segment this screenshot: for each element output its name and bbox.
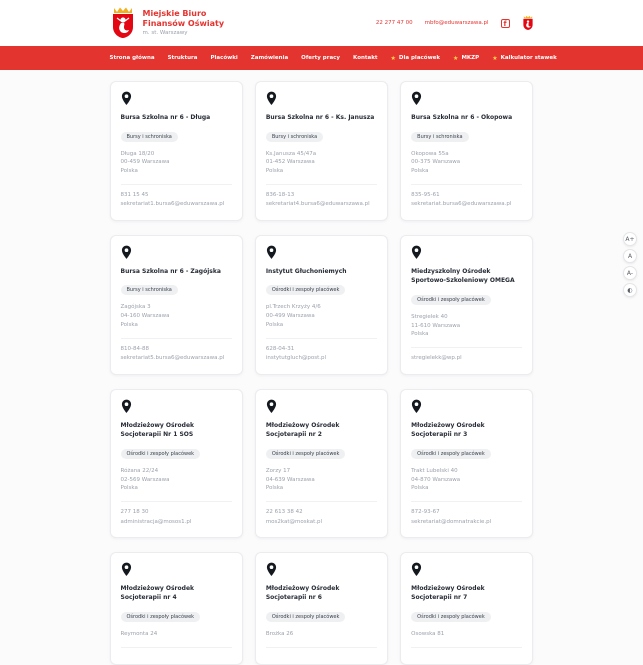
- card-title: Instytut Głuchoniemych: [265, 267, 347, 275]
- card-address: [266, 150, 377, 176]
- address-line: Polska: [265, 485, 284, 492]
- address-line: 00-459 Warszawa: [120, 159, 170, 166]
- org-name-line1: Miejskie Biuro: [142, 8, 207, 18]
- card-phone[interactable]: 22 613 38 42: [265, 509, 303, 516]
- card-title: Młodzieżowy Ośrodek Socjoterapii nr 4: [120, 584, 194, 602]
- address-line: Okopowa 55a: [411, 150, 449, 157]
- header-email-link[interactable]: mbfo@eduwarszawa.pl: [424, 20, 489, 26]
- address-line: Polska: [411, 485, 429, 492]
- card-divider: [411, 347, 522, 348]
- nav-item-label: Struktura: [167, 55, 198, 61]
- card-category-badge: Bursy i schroniska: [121, 132, 178, 142]
- card-divider: [266, 501, 377, 502]
- card-phone[interactable]: 831 15 45: [120, 191, 149, 198]
- top-header: [0, 0, 643, 46]
- card-phone[interactable]: 835-95-61: [411, 191, 440, 198]
- nav-item-mkzp[interactable]: [453, 55, 479, 62]
- placowka-card[interactable]: [400, 81, 533, 221]
- card-category-badge: Bursy i schroniska: [411, 132, 468, 142]
- nav-items: [109, 46, 557, 70]
- address-line: Polska: [411, 168, 429, 175]
- card-divider: [266, 338, 377, 339]
- cards-grid: [110, 81, 534, 665]
- nav-item-label: Placówki: [210, 55, 238, 61]
- nav-item-label: Zamówienia: [250, 55, 289, 61]
- card-category-badge: Ośrodki i zespoły placówek: [411, 295, 491, 305]
- card-title: Bursa Szkolna nr 6 - Ks. Janusza: [265, 114, 375, 121]
- address-line: Różana 22/24: [120, 467, 159, 474]
- font-smaller-button[interactable]: A-: [623, 266, 637, 280]
- address-line: Polska: [120, 168, 138, 175]
- card-divider: [121, 501, 232, 502]
- star-icon: ★: [492, 54, 498, 62]
- location-pin-icon: [411, 245, 422, 260]
- facebook-icon[interactable]: f: [501, 19, 510, 28]
- card-address: [121, 630, 232, 639]
- card-address: [121, 303, 232, 329]
- location-pin-icon: [266, 91, 277, 106]
- card-divider: [411, 501, 522, 502]
- nav-item-placówki[interactable]: [210, 55, 237, 61]
- card-email[interactable]: instytutgluch@post.pl: [265, 355, 327, 361]
- placowka-card[interactable]: [110, 389, 243, 538]
- nav-item-label: Kontakt: [353, 55, 378, 61]
- location-pin-icon: [266, 245, 277, 260]
- card-address: [121, 467, 232, 493]
- card-category-badge: Bursy i schroniska: [121, 285, 178, 295]
- placowka-card[interactable]: [110, 235, 243, 375]
- address-line: Zorzy 17: [265, 467, 291, 474]
- star-icon: ★: [453, 54, 459, 62]
- card-email[interactable]: mos2kat@moskat.pl: [265, 518, 323, 525]
- main-nav: [0, 46, 643, 70]
- nav-item-zamówienia[interactable]: [251, 55, 288, 61]
- card-email[interactable]: sekretariat.bursa6@eduwarszawa.pl: [411, 201, 512, 208]
- card-email[interactable]: sekretariat5.bursa6@eduwarszawa.pl: [120, 355, 225, 361]
- card-category-badge: Ośrodki i zespoły placówek: [266, 285, 346, 295]
- nav-item-kalkulator-stawek[interactable]: [492, 55, 557, 62]
- card-address: [121, 150, 232, 176]
- card-address: [411, 313, 522, 339]
- nav-item-label: Oferty pracy: [301, 55, 341, 61]
- address-line: 02-569 Warszawa: [120, 476, 170, 483]
- placowka-card[interactable]: [400, 235, 533, 375]
- card-title: Miedzyszkolny Ośrodek Sportowo-Szkoleniowy OMEGA: [411, 267, 515, 285]
- placowka-card[interactable]: [255, 389, 388, 538]
- address-line: 00-499 Warszawa: [265, 313, 315, 320]
- location-pin-icon: [411, 91, 422, 106]
- location-pin-icon: [121, 91, 132, 106]
- card-address: [411, 630, 522, 639]
- org-subtitle: m. st. Warszawy: [142, 30, 188, 37]
- warsaw-mini-crest-icon[interactable]: [522, 15, 534, 31]
- card-category-badge: Ośrodki i zespoły placówek: [411, 612, 491, 622]
- header-phone-link[interactable]: 22 277 47 00: [375, 20, 413, 26]
- location-pin-icon: [266, 399, 277, 414]
- card-category-badge: Ośrodki i zespoły placówek: [121, 612, 201, 622]
- location-pin-icon: [121, 399, 132, 414]
- placowka-card[interactable]: [110, 81, 243, 221]
- address-line: Długa 18/20: [120, 150, 155, 157]
- nav-item-kontakt[interactable]: [353, 55, 378, 61]
- card-divider: [411, 184, 522, 185]
- placowki-list: [0, 70, 643, 665]
- address-line: 04-639 Warszawa: [265, 476, 315, 483]
- card-category-badge: Ośrodki i zespoły placówek: [411, 449, 491, 459]
- card-title: Młodzieżowy Ośrodek Socjoterapii nr 3: [411, 421, 485, 439]
- location-pin-icon: [411, 399, 422, 414]
- card-title: Młodzieżowy Ośrodek Socjoterapii nr 6: [265, 584, 340, 602]
- address-line: Polska: [411, 331, 429, 338]
- placowka-card[interactable]: [110, 552, 243, 665]
- address-line: Zagójska 3: [120, 304, 151, 311]
- card-title: Młodzieżowy Ośrodek Socjoterapii nr 7: [411, 584, 485, 602]
- card-category-badge: Bursy i schroniska: [266, 132, 323, 142]
- location-pin-icon: [266, 562, 277, 577]
- contrast-button[interactable]: ◐: [623, 283, 637, 297]
- card-title: Bursa Szkolna nr 6 - Zagójska: [120, 267, 221, 275]
- address-line: 04-870 Warszawa: [411, 476, 461, 483]
- address-line: Polska: [120, 321, 138, 328]
- font-larger-button[interactable]: A+: [623, 232, 637, 246]
- warsaw-crest-icon: [110, 6, 136, 40]
- org-name-line2: Finansów Oświaty: [142, 18, 225, 28]
- location-pin-icon: [121, 245, 132, 260]
- card-email[interactable]: sekretariat1.bursa6@eduwarszawa.pl: [120, 201, 225, 208]
- address-line: Brożka 26: [265, 631, 294, 638]
- nav-item-label: Strona główna: [109, 55, 155, 61]
- location-pin-icon: [411, 562, 422, 577]
- card-divider: [266, 647, 377, 648]
- card-email[interactable]: stregielekk@wp.pl: [411, 355, 462, 362]
- nav-item-strona-główna[interactable]: [110, 55, 155, 61]
- nav-item-oferty-pracy[interactable]: [301, 55, 340, 61]
- address-line: Osowska 81: [411, 631, 445, 638]
- card-email[interactable]: sekretariat@domnatrakcie.pl: [411, 518, 492, 525]
- card-title: Młodzieżowy Ośrodek Socjoterapii nr 2: [265, 421, 340, 439]
- placowka-card[interactable]: [255, 235, 388, 375]
- address-line: Ks.Janusza 45/47a: [265, 150, 317, 157]
- card-address: [266, 630, 377, 639]
- card-title: Bursa Szkolna nr 6 - Długa: [120, 114, 211, 121]
- card-address: [411, 467, 522, 493]
- card-phone[interactable]: 836-18-13: [265, 191, 295, 198]
- address-line: 11-610 Warszawa: [411, 322, 461, 329]
- address-line: pl.Trzech Krzyży 4/6: [265, 304, 321, 311]
- address-line: Polska: [265, 168, 284, 175]
- card-category-badge: Ośrodki i zespoły placówek: [121, 449, 201, 459]
- card-divider: [121, 184, 232, 185]
- address-line: Stregielek 40: [411, 313, 448, 320]
- card-phone[interactable]: 277 18 30: [120, 509, 149, 516]
- location-pin-icon: [121, 562, 132, 577]
- site-logo[interactable]: [110, 6, 225, 40]
- nav-item-label: Kalkulator stawek: [500, 55, 557, 61]
- placowka-card[interactable]: [400, 389, 533, 538]
- card-divider: [266, 184, 377, 185]
- card-phone[interactable]: 628-04-31: [265, 345, 295, 352]
- card-address: [266, 303, 377, 329]
- font-normal-button[interactable]: A: [623, 249, 637, 263]
- card-title: Bursa Szkolna nr 6 - Okopowa: [411, 114, 513, 121]
- nav-item-struktura[interactable]: [168, 55, 198, 61]
- placowka-card[interactable]: [400, 552, 533, 665]
- address-line: 01-452 Warszawa: [265, 159, 315, 166]
- card-divider: [121, 338, 232, 339]
- nav-item-label: Dla placówek: [398, 55, 441, 61]
- card-address: [411, 150, 522, 176]
- accessibility-widget: [623, 232, 637, 297]
- card-phone[interactable]: 810-84-88: [120, 345, 149, 352]
- placowka-card[interactable]: [255, 81, 388, 221]
- card-address: [266, 467, 377, 493]
- nav-item-dla-placówek[interactable]: [391, 55, 441, 62]
- star-icon: ★: [390, 54, 396, 62]
- card-phone[interactable]: 872-93-67: [411, 509, 440, 516]
- card-category-badge: Ośrodki i zespoły placówek: [266, 449, 346, 459]
- card-email[interactable]: sekretariat4.bursa6@eduwarszawa.pl: [265, 201, 370, 208]
- card-divider: [411, 647, 522, 648]
- card-divider: [121, 647, 232, 648]
- nav-item-label: MKZP: [461, 55, 480, 61]
- address-line: Trakt Lubelski 40: [411, 467, 458, 474]
- address-line: 04-160 Warszawa: [120, 313, 170, 320]
- placowka-card[interactable]: [255, 552, 388, 665]
- address-line: 00-375 Warszawa: [411, 159, 461, 166]
- address-line: Polska: [265, 321, 284, 328]
- card-category-badge: Ośrodki i zespoły placówek: [266, 612, 346, 622]
- card-email[interactable]: administracja@mosos1.pl: [120, 518, 192, 525]
- card-title: Młodzieżowy Ośrodek Socjoterapii Nr 1 SOS: [120, 421, 194, 439]
- address-line: Reymonta 24: [120, 631, 158, 638]
- address-line: Polska: [120, 485, 138, 492]
